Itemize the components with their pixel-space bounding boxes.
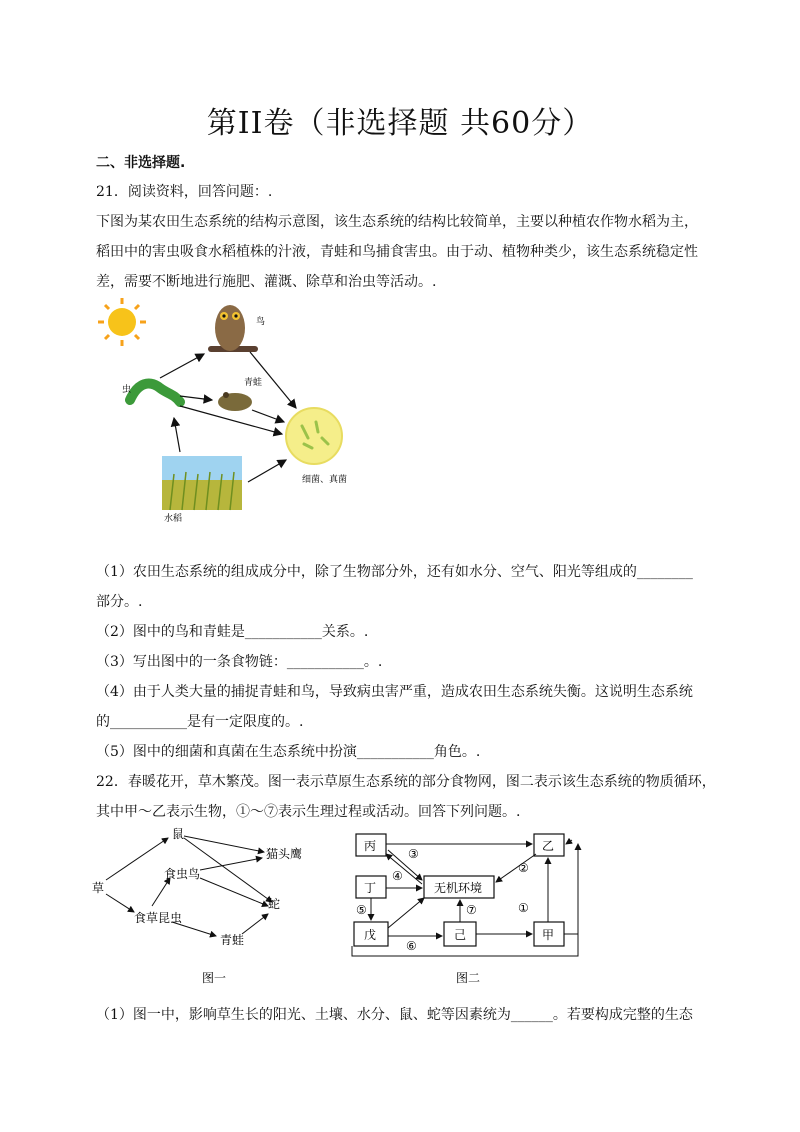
decomposer-label: 细菌、真菌 xyxy=(302,475,348,485)
step-3-label: ③ xyxy=(408,847,419,861)
q21-para-3: 差，需要不断地进行施肥、灌溉、除草和治虫等活动。. xyxy=(96,274,437,290)
q21-sub-5: （5）图中的细菌和真菌在生态系统中扮演___________角色。. xyxy=(96,744,481,760)
frog-label: 青蛙 xyxy=(244,378,263,388)
insect-eating-bird-node: 食虫鸟 xyxy=(164,867,201,881)
step-4-label: ④ xyxy=(392,869,403,883)
ding-node: 丁 xyxy=(364,881,377,895)
environment-node: 无机环境 xyxy=(434,881,483,895)
bacteria-fungi-icon xyxy=(286,408,342,464)
owl-icon xyxy=(208,305,258,352)
step-7-label: ⑦ xyxy=(466,903,477,917)
q21-sub-4a: （4）由于人类大量的捕捉青蛙和鸟，导致病虫害严重，造成农田生态系统失衡。这说明生态系统 xyxy=(96,684,693,700)
page-title: 第II卷（非选择题 共60分） xyxy=(206,106,594,141)
q21-sub-1b: 部分。. xyxy=(96,594,143,610)
bird-label: 鸟 xyxy=(256,317,266,327)
grass-node: 草 xyxy=(92,881,105,895)
owl-node: 猫头鹰 xyxy=(266,847,303,861)
bing-node: 丙 xyxy=(364,839,377,853)
step-6-label: ⑥ xyxy=(406,939,417,953)
caterpillar-icon xyxy=(130,384,180,402)
q21-stem: 21．阅读资料，回答问题：. xyxy=(96,184,273,200)
mouse-node: 鼠 xyxy=(172,827,185,841)
q21-sub-2: （2）图中的鸟和青蛙是___________关系。. xyxy=(96,624,369,640)
rice-label: 水稻 xyxy=(164,514,183,524)
wu-node: 戊 xyxy=(364,928,377,942)
q22-stem-1: 22．春暖花开，草木繁茂。图一表示草原生态系统的部分食物网，图二表示该生态系统的物质循环， xyxy=(96,774,716,790)
rice-field-icon xyxy=(162,456,242,510)
herbivorous-insect-node: 食草昆虫 xyxy=(134,911,183,925)
yi-node: 乙 xyxy=(542,839,555,853)
jia-node: 甲 xyxy=(542,928,555,942)
section-heading: 二、非选择题. xyxy=(96,155,186,171)
q22-sub-1: （1）图一中，影响草生长的阳光、土壤、水分、鼠、蛇等因素统为______。若要构成完整的生态 xyxy=(96,1007,693,1023)
step-1-label: ① xyxy=(518,901,529,915)
step-5-label: ⑤ xyxy=(356,903,367,917)
q21-sub-3: （3）写出图中的一条食物链：___________。. xyxy=(96,654,383,670)
material-cycle-diagram xyxy=(346,828,590,994)
q21-sub-1a: （1）农田生态系统的组成成分中，除了生物部分外，还有如水分、空气、阳光等组成的________ xyxy=(96,564,693,580)
q22-stem-2: 其中甲～乙表示生物，①～⑦表示生理过程或活动。回答下列问题。. xyxy=(96,804,521,820)
q21-ecosystem-figure xyxy=(90,292,380,532)
snake-node: 蛇 xyxy=(268,897,281,911)
frog-node: 青蛙 xyxy=(220,933,245,947)
q21-para-1: 下图为某农田生态系统的结构示意图，该生态系统的结构比较简单，主要以种植农作物水稻为主， xyxy=(96,214,698,230)
sun-icon xyxy=(98,298,146,346)
food-web-diagram xyxy=(92,822,332,994)
step-2-label: ② xyxy=(518,861,529,875)
ji-node: 己 xyxy=(454,928,467,942)
fig1-caption: 图一 xyxy=(202,971,227,985)
q21-para-2: 稻田中的害虫吸食水稻植株的汁液，青蛙和鸟捕食害虫。由于动、植物种类少，该生态系统稳定性 xyxy=(96,244,698,260)
frog-icon xyxy=(218,392,252,411)
insect-label: 虫 xyxy=(122,385,132,395)
q21-sub-4b: 的___________是有一定限度的。. xyxy=(96,714,304,730)
fig2-caption: 图二 xyxy=(456,971,481,985)
